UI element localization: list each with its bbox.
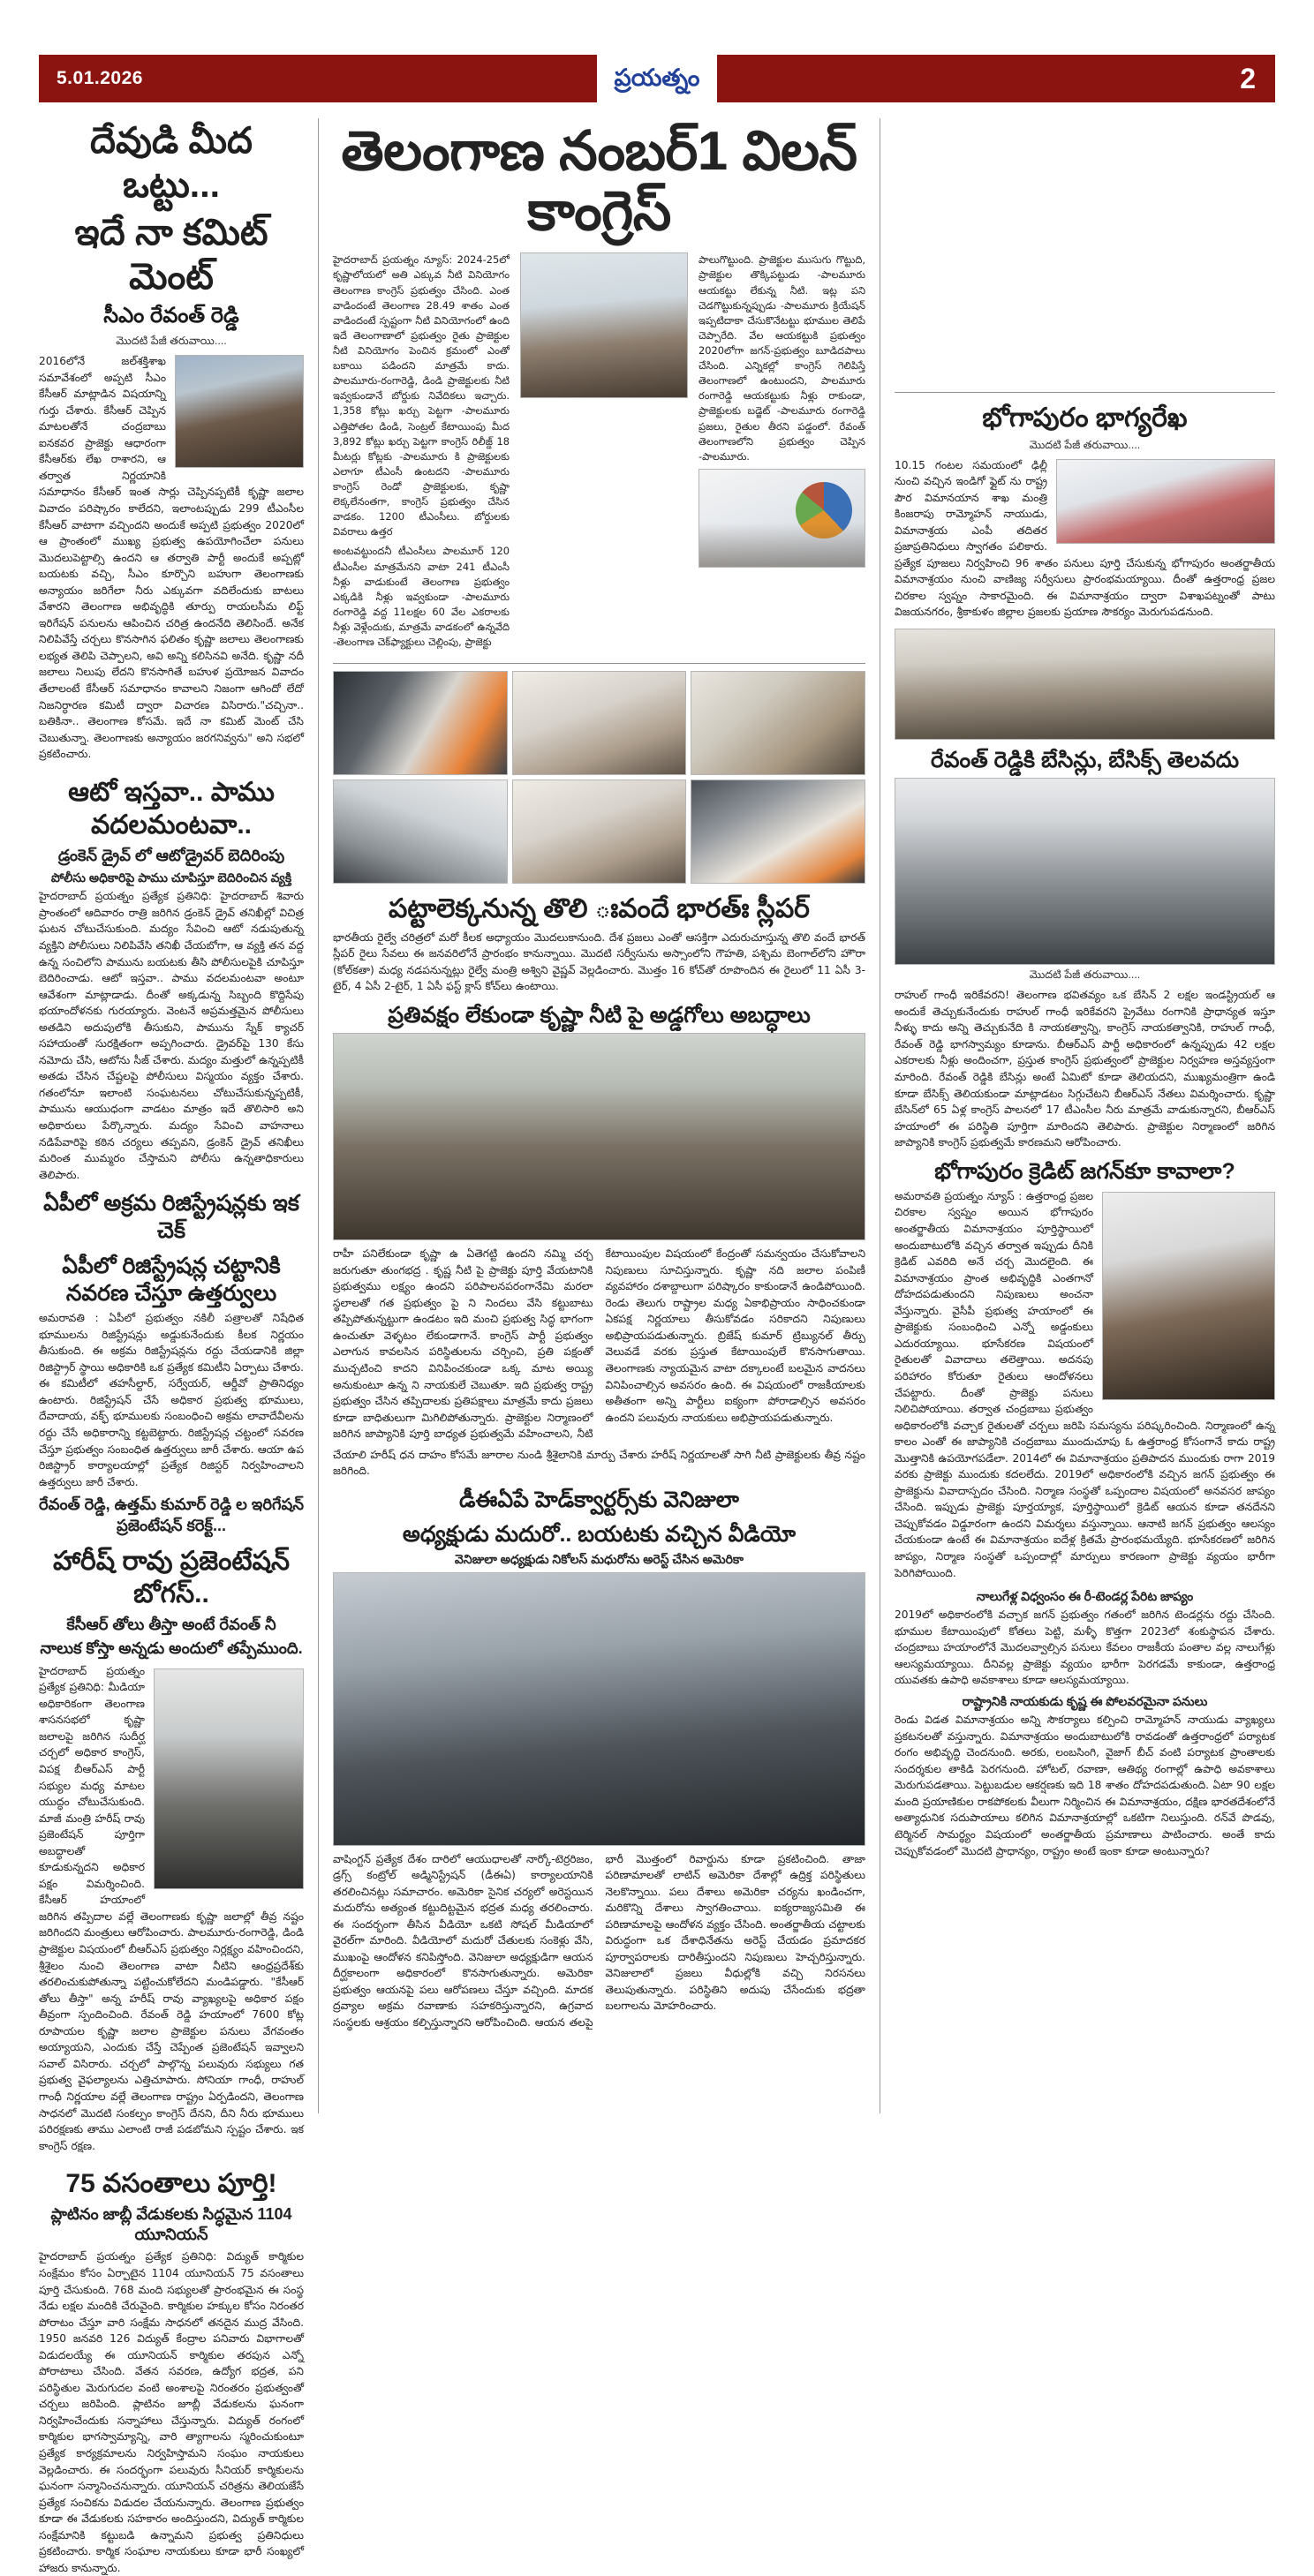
story-bhogapuram-credit bbox=[895, 1158, 1275, 1586]
story4-kicker: రేవంత్ రెడ్డి, ఉత్తమ్ కుమార్ రెడ్డి ల ఇరిగేషన్ ప్రజెంటేషన్ కరెక్ట్... bbox=[39, 1495, 304, 1534]
lead-body-1: హైదరాబాద్ ప్రయత్నం న్యూస్: 2024-25లో కృష్ణాలోయలో అతి ఎక్కువ నీటి వినియోగం తెలంగాణ కాంగ్రెస్ ప్రభుత్వం చేసింది. ఎంత వాడిందంటే తెలంగాణ 28.49 శాతం ఎంత వాడిందంటే స్పష్టంగా నీటి వినియోగంలో ఉంది ఇదే తెలంగాణాలో ప్రభుత్వం రైతు ప్రాజెక్టుల నీటి వినియోగం పెంచిన క్రమంలో ఎంతో బకాయి పడిందని మాత్రమే కాదు. పాలమూరు-రంగారెడ్డి, డిండి ప్రాజెక్టులకు నీటి ఇవ్వకుండానే బోర్డుకు నివేదికలు ఇచ్చారు. 1,358 కోట్లు ఖర్చు పెట్టగా -పాలమూరు ఎత్తిపోతల డిండి, సెంట్రల్ కేటాయింపు మీద 3,892 కోట్లు ఖర్చు పెట్టగా కాంగ్రెస్ రిలీజ్డ్ 18 మీటర్లు కోట్లకు -పాలమూరు కి ప్రాజెక్టులకు ఎలాగూ టీఎంసీ ఉంటదని -పాలమూరు కాంగ్రెస్ రెండో ప్రాజెక్టులకు, కృష్ణా లెక్కలేనంతగా, కాంగ్రెస్ ప్రభుత్వం చేసిన వాడకం. 1200 టీఎంసీలు. బోర్డులకు వివరాలు ఉత్తర bbox=[333, 253, 510, 539]
page-content bbox=[39, 118, 1275, 2574]
story3-headline: ఏపీలో అక్రమ రిజిస్ట్రేషన్లకు ఇక చెక్ bbox=[43, 1191, 299, 1244]
revanth-basin-headline: రేవంత్ రెడ్డికి బేసిన్లు, బేసిక్స్ తెలవదు bbox=[930, 747, 1240, 772]
krishna-body-2: చేయాలి హరీష్ ధన దాహం కోసమే జూరాల నుండి శ్రీశైలానికి మార్పు చేశారు హరీష్ నిర్ణయాలతో సాగి నీటి ప్రాజెక్టులకు తీవ్ర నష్టం జరిగింది. bbox=[333, 1448, 865, 1478]
story-75-years bbox=[39, 2167, 304, 2576]
story3-subhead: ఏపీలో రిజిస్ట్రేషన్ల చట్టానికి నవరణ చేస్తూ ఉత్తర్వులు bbox=[62, 1253, 281, 1306]
right-column bbox=[880, 118, 1275, 2113]
revanth-basin-body: రాహుల్ గాంధీ ఇరికేవరని! తెలంగాణ భవితవ్యం ఒక బేసిన్ 2 లక్షల ఇండస్ట్రియల్ ఆ అందుకే తెచ్చుకునేందుకు రాహుల్ గాంధీ ఇరికేవరని ప్రైవేటు రంగానికి ప్రాధాన్యత ఇస్తూ నీళ్ళు కాదు అన్ని తెచ్చుకునేది కి నాయకత్వాన్ని, కాంగ్రెస్ నాయకత్వానికి, రాహుల్ గాంధీ, రేవంత్ రెడ్డి భాగస్వామ్యం కూడాను. బీఆర్ఎస్ పార్టీ అధికారంలో ఉన్నప్పుడు 42 లక్షల ఎకరాలకు నీళ్లు అందించగా, ప్రస్తుత కాంగ్రెస్ ప్రభుత్వంలో ప్రాజెక్టుల నిర్వహణ అస్తవ్యస్తంగా మారింది. రేవంత్ రెడ్డికి బేసిన్లు అంటే ఏమిటో కూడా తెలియదని, ముఖ్యమంత్రిగా ఉండి కూడా బేసిక్స్ తెలియకుండా మాట్లాడటం సిగ్గుచేటని బీఆర్ఎస్ నేతలు విమర్శించారు. కృష్ణా బేసిన్‌లో 65 ఏళ్ల కాంగ్రెస్ పాలనలో 17 టీఎంసీల నీరు మాత్రమే వాడుకున్నారని, బీఆర్ఎస్ హయాంలో ఈ పరిస్థితి పూర్తిగా మారిందని తెలిపారు. ప్రాజెక్టుల నిర్మాణంలో జరిగిన జాప్యానికి కాంగ్రెస్ ప్రభుత్వమే కారణమని ఆరోపించారు. bbox=[895, 989, 1275, 1149]
story2-kicker: పోలీసు అధికారిపై పాము చూపిస్తూ బెదిరించిన వ్యక్తి bbox=[50, 870, 292, 885]
photo-assembly-hall bbox=[895, 778, 1275, 965]
publication-date: 5.01.2026 bbox=[57, 68, 143, 88]
story4-body: హైదరాబాద్ ప్రయత్నం ప్రత్యేక ప్రతినిధి: మీడియా అధికారికంగా తెలంగాణ శాసనసభలో కృష్ణా జలాలపై జరిగిన సుదీర్ఘ చర్చలో అధికార కాంగ్రెస్, విపక్ష బీఆర్ఎస్ పార్టీ సభ్యుల మధ్య మాటల యుద్ధం చోటుచేసుకుంది. మాజీ మంత్రి హరీష్ రావు ప్రజెంటేషన్ పూర్తిగా అబద్ధాలతో కూడుకున్నదని అధికార పక్షం విమర్శించింది. కేసీఆర్ హయాంలో జరిగిన తప్పిదాల వల్లే తెలంగాణకు కృష్ణా జలాల్లో తీవ్ర నష్టం జరిగిందని మంత్రులు ఆరోపించారు. పాలమూరు-రంగారెడ్డి, డిండి ప్రాజెక్టుల విషయంలో బీఆర్ఎస్ ప్రభుత్వం నిర్లక్ష్యం వహించిందని, శ్రీశైలం నుంచి తెలంగాణ వాటా నీటిని ఆంధ్రప్రదేశ్‌కు తరలించుకుపోతున్నా పట్టించుకోలేదని మండిపడ్డారు. "కేసీఆర్ తోలు తీస్తా" అన్న హరీష్ రావు వ్యాఖ్యలపై అధికార పక్షం తీవ్రంగా స్పందించింది. రేవంత్ రెడ్డి హయాంలో 7600 కోట్ల రూపాయల కృష్ణా జలాల ప్రాజెక్టుల పనులు వేగవంతం అయ్యాయని, ఎందుకు చేస్తే చెప్పేంత ప్రజెంటేషన్ ఇవ్వాలని సవాల్ విసిరారు. చర్చలో పాల్గొన్న పలువురు సభ్యులు గత ప్రభుత్వ వైఫల్యాలను ఎత్తిచూపారు. సోనియా గాంధీ, రాహుల్ గాంధీ నిర్ణయాల వల్లే తెలంగాణ రాష్ట్రం ఏర్పడిందని, తెలంగాణ సాధనలో మొదటి సంకల్పం కాంగ్రెస్ దేనని, దీని నీరు భూములు పరిరక్షణకు తాము ఎలాంటి రాజీ పడబోమని స్పష్టం చేశారు. ఇక కాంగ్రెస్ రక్షణ. bbox=[39, 1664, 304, 2152]
photo-jagan bbox=[1102, 1192, 1275, 1400]
train-headline: పట్టాలెక్కనున్న తొలి ఃవందే భారత్ః స్లీపర్ bbox=[389, 894, 810, 924]
photo-airport-inauguration bbox=[895, 629, 1275, 740]
story-harish-presentation bbox=[39, 1495, 304, 2158]
photo-press-conference bbox=[333, 1033, 865, 1240]
masthead-bar bbox=[39, 55, 1275, 102]
photo-revanth-reddy bbox=[175, 355, 304, 468]
story1-byline: సీఎం రేవంత్ రెడ్డి bbox=[103, 304, 239, 328]
main-headline: తెలంగాణ నంబర్1 విలన్ కాంగ్రెస్ bbox=[341, 121, 857, 243]
photo-train-interior-2 bbox=[691, 671, 865, 775]
story1-headline-line2: ఇదే నా కమిట్ మెంట్ bbox=[74, 212, 268, 298]
lead-caption-left: అంటవట్టుందనీ టీఎంసీలు పాలమూర్ 120 టీఎంసీల మాత్రమేనని వాటా 241 టీఎంసీ నీళ్లు వాడుకుంటే తెలంగాణ ప్రభుత్వం ఎక్కడికి నీళ్లు ఇవ్వకుండా -పాలమూరు రంగారెడ్డి వద్ద 11లక్షల 60 వేల ఎకరాలకు నీళ్లు వెళ్లేందుకు, మాత్రమే వాడకంలో ఉన్నవేది -తెలంగాణ చెక్‌ఫ్యాక్టులు చెల్లింపు, ప్రాజెక్టు bbox=[333, 545, 510, 649]
photo-harish-rao bbox=[154, 1668, 304, 1889]
masthead-logo-text: ప్రయత్నం bbox=[614, 64, 700, 91]
dea-subhead: అధ్యక్షుడు మదురో.. బయటకు వచ్చిన వీడియో bbox=[402, 1522, 797, 1548]
lead-right-paragraph: పాలుగొట్టుంది. ప్రాజెక్టుల ముసుగు గొట్టుది, ప్రాజెక్టుల తొక్కిపట్టుడు -పాలమూరు ఆయకట్టు లేకున్న నీటి. ఇట్ల పని చెడగొట్టుకున్నప్పుడు -పాలమూరు క్రియేషన్ ఇప్పటిదాకా చేసుకొనేటట్టు భూముల తెలిపే చెప్పారేది. వేల ఆయకట్టుకి ప్రభుత్వం 2020లోగా జగన్-ప్రభుత్వం బూడిదపాలు చేసింది. ఎన్నికల్లో కాంగ్రెస్ గెలిపిస్తే తెలంగాణలో ఉంటుందని, పాలమూరు రంగారెడ్డి ఆయకట్టుకు నీళ్లు రాకుండా, ప్రాజెక్టులకు బడ్జెట్ -పాలమూరు రంగారెడ్డి ప్రజలు, రైతుల తీరని పడ్డంలో. రేవంత్ తెలంగాణలోని ప్రభుత్వం చెప్పిన -పాలమూరు. bbox=[699, 253, 865, 463]
photo-train-exterior bbox=[333, 671, 508, 775]
lead-story-block bbox=[333, 252, 865, 654]
train-body: భారతీయ రైల్వే చరిత్రలో మరో కీలక అధ్యాయం మొదలుకానుంది. దేశ ప్రజలు ఎంతో ఆసక్తిగా ఎదురుచూస్తున్న తొలి వందే భారత్ స్లీపర్ రైలు సేవలు ఈ జనవరిలోనే ప్రారంభం కానున్నాయి. మొదటి సర్వీసును అస్సాంలోని గౌహతి, పశ్చిమ బెంగాల్‌లోని హౌరా (కోల్‌కతా) మధ్య నడపనున్నట్లు రైల్వే మంత్రి అశ్విని వైష్ణవ్ వెల్లడించారు. మొత్తం 16 కోచ్‌తో రూపొందిన ఈ రైలులో 11 ఏసీ 3-టైర్, 4 ఏసీ 2-టైర్, 1 ఏసీ ఫస్ట్ క్లాస్ కోచ్‌లు ఉంటాయి. bbox=[333, 930, 865, 993]
story-bhogapuram bbox=[895, 402, 1275, 740]
photo-harish-speaking bbox=[520, 252, 688, 398]
story1-continued-note: మొదటి పేజీ తరువాయి.... bbox=[116, 335, 227, 348]
lead-right-wrap bbox=[699, 252, 865, 654]
bhogapuram-body: 10.15 గంటల సమయంలో ఢిల్లీ నుంచి వచ్చిన ఇండిగో ఫ్లైట్ ను రాష్ట్ర పౌర విమానయాన శాఖ మంత్రి కింజరాపు రామ్మోహన్ నాయుడు, విమానాశ్రయ ఎంపీ తదితర ప్రజాప్రతినిధులు స్వాగతం పలికారు. ప్రత్యేక పూజలు నిర్వహించి 96 శాతం పనులు పూర్తి చేసుకున్న భోగాపురం అంతర్జాతీయ విమానాశ్రయం నుంచి వాణిజ్య సర్వీసులు ప్రారంభమయ్యాయి. దీంతో ఉత్తరాంధ్ర ప్రజల చిరకాల స్వప్నం సాకారమైంది. ఈ విమానాశ్రయం ద్వారా విశాఖపట్నంతో పాటు విజయనగరం, శ్రీకాకుళం జిల్లాల ప్రజలకు ప్రయాణ సౌకర్యం మెరుగుపడనుంది. bbox=[895, 458, 1275, 619]
jagan-sub1-heading: నాలుగేళ్ల విధ్వంసం ఈ రీ-టెండర్ల పేరిట జాప్యం bbox=[976, 1589, 1194, 1604]
dea-headline: డీఈఏపే హెడ్‌క్వార్టర్స్‌కు వెనిజులా bbox=[459, 1487, 739, 1512]
story1-body: 2016లోనే జల్‌శక్తిశాఖ సమావేశంలో అప్పటి సీఎం కేసీఆర్ మాట్లాడిన విషయాన్ని గుర్తు చేశారు. కేసీఆర్ చెప్పిన మాటలతోనే చంద్రబాబు ఐనకవర ప్రాజెక్టు ఆధారంగా కేసీఆర్‌కు లేఖ రాశారని, ఆ తర్వాత నిర్ణయానికి సమాధానం కేసీఆర్ ఇంత సార్లు చెప్పినప్పటికీ కృష్ణా జలాల వివాదం పరిష్కారం కాలేదని, ఇలాంటప్పుడు 299 టీఎంసీల కేసీఆర్ వాటాగా వచ్చిందని అందుకే అప్పటి ప్రభుత్వం 2020లో ఆ ప్రాంతంలో ముఖ్య ప్రభుత్వ ఉపయోగించేలా పనులు మొదలుపెట్టాల్సి ఉందని ఆ తర్వాతి పార్టీ అందుకే అప్పట్లో బయటకు వచ్చి, సీఎం కూర్చొని బహుగా తెలంగాణకు అన్యాయం జరిగేలా నీరు ఎక్కువగా వదిలేందుకు బాటలు వేశారని తెలంగాణ అభివృద్ధికి తూర్పు రాయలసీమ లిఫ్ట్ ఇరిగేషన్ పనులను ఆపించిన చరిత్ర ఉందనేది తెలిసిందే. అనేక నిలిపివేస్తే చర్చలు కొనసాగిన ఫలితం కృష్ణా జలాలు తెలంగాణకు లభ్యత తెలిపి చెప్పాలని, అవి అన్ని కలిసినవి అనేది. కృష్ణా నదీ జలాలు నిలుపు లేదని కొనసాగితే బహుళ ప్రయోజన వివాదం తేలాలంటే కేసీఆర్ సమాధానం కావాలని నిజంగా ఆగిందో లేదో నిజనిర్ధారణ కమిటీ ద్వారా విచారణ విసిరారు."చచ్చినా.. బతికినా.. తెలంగాణ కోసమే. ఇదే నా కమిట్ మెంట్ చేసి చెబుతున్నా. తెలంగాణకు అన్యాయం జరగనివ్వను" అని సభలో ప్రకటించారు. bbox=[39, 355, 304, 761]
photo-train-engine bbox=[691, 780, 865, 884]
photo-airport-plane bbox=[1056, 459, 1275, 544]
lead-left-text bbox=[333, 252, 510, 654]
story5-body: హైదరాబాద్ ప్రయత్నం ప్రత్యేక ప్రతినిధి: విద్యుత్ కార్మికుల సంక్షేమం కోసం ఏర్పాటైన 1104 యూనియన్ 75 వసంతాలు పూర్తి చేసుకుంది. 768 మంది సభ్యులతో ప్రారంభమైన ఈ సంస్థ నేడు లక్షల మందికి చేరువైంది. కార్మికుల హక్కుల కోసం నిరంతర పోరాటం చేస్తూ వారి సంక్షేమ సాధనలో తనదైన ముద్ర వేసింది. 1950 జనవరి 126 విద్యుత్ కేంద్రాల పనివారు విభాగాలతో విడుదలయ్యే ఈ యూనియన్ కార్మికుల తరపున ఎన్నో పోరాటాలు చేసింది. వేతన సవరణ, ఉద్యోగ భద్రత, పని పరిస్థితుల మెరుగుదల వంటి అంశాలపై నిరంతరం ప్రభుత్వంతో చర్చలు జరిపింది. ప్లాటినం జూబ్లీ వేడుకలను ఘనంగా నిర్వహించేందుకు సన్నాహాలు చేస్తున్నారు. విద్యుత్ రంగంలో కార్మికుల భాగస్వామ్యాన్ని, వారి త్యాగాలను స్మరించుకుంటూ ప్రత్యేక కార్యక్రమాలను నిర్వహిస్తామని సంఘం నాయకులు వెల్లడించారు. ఈ సందర్భంగా పలువురు సీనియర్ కార్మికులను ఘనంగా సన్మానించనున్నారు. యూనియన్ చరిత్రను తెలియజేసే ప్రత్యేక సంచికను విడుదల చేయనున్నారు. తెలంగాణ ప్రభుత్వం కూడా ఈ వేడుకలకు సహకారం అందిస్తుందని, విద్యుత్ కార్మికుల సంక్షేమానికి కట్టుబడి ఉన్నామని ప్రభుత్వ ప్రతినిధులు ప్రకటించారు. కార్మిక సంఘాల నాయకులు కూడా భారీ సంఖ్యలో హాజరు కానున్నారు. bbox=[39, 2250, 304, 2574]
middle-column bbox=[318, 118, 880, 2113]
krishna-body: రాహీ పనిలేకుండా కృష్ణా ఉ ఏతెగట్టి ఉందని నమ్మి చర్చ జరుగుతూ తుంగభద్ర . కృష్ణ నీటి పై ప్రాజెక్టు పూర్తి వేయటానికి ప్రభుత్వము లక్ష్యం ఉందని పరిపాలనపరంగానేమి మరలా స్థలాలతో గత ప్రభుత్వం పై ని నిందలు వేసి కట్టుబాటు తప్పిపోతున్నట్టుగా ఉండటం ఇది మంచి ప్రభుత్వ సిద్ధ భాగంగా ఉంచుతూ వెళ్ళటం లేకుండాగానే. కాంగ్రెస్ పార్టీ ప్రభుత్వం ఎలాగున కావలసిన పరిస్థితులను చర్చించి, ప్రతి పక్షంతో ముచ్చటించి కాదని వినిపించకుండా ఒక్క మాట అయ్యి అనుకుంటూ ఉన్న ని నాయకులే చెబుతూ. ఇది ప్రభుత్వ రాష్ట్ర ప్రభుత్వం చేసిన తప్పిదాలకు ప్రతిపక్షాలు మాత్రమే కాదు ప్రజలు కూడా బాధితులుగా మిగిలిపోతున్నారు. ప్రాజెక్టుల నిర్మాణంలో జరిగిన జాప్యానికి పూర్తి బాధ్యత ప్రభుత్వమే వహించాలని, నీటి కేటాయింపుల విషయంలో కేంద్రంతో సమన్వయం చేసుకోవాలని నిపుణులు సూచిస్తున్నారు. కృష్ణా నది జలాల పంపిణీ వ్యవహారం దశాబ్దాలుగా పరిష్కారం కాకుండానే ఉండిపోయింది. రెండు తెలుగు రాష్ట్రాల మధ్య ఏకాభిప్రాయం సాధించకుండా ఏకపక్ష నిర్ణయాలు తీసుకోవడం సరికాదని నిపుణులు అభిప్రాయపడుతున్నారు. బ్రిజేష్ కుమార్ ట్రిబ్యునల్ తీర్పు వెలువడే వరకు ప్రస్తుత కేటాయింపులే కొనసాగుతాయి. తెలంగాణకు న్యాయమైన వాటా దక్కాలంటే బలమైన వాదనలు వినిపించాల్సిన అవసరం ఉంది. ఈ విషయంలో రాజకీయాలకు అతీతంగా అన్ని పార్టీలు ఐక్యంగా పోరాడాల్సిన అవసరం ఉందని పలువురు నాయకులు అభిప్రాయపడుతున్నారు. bbox=[333, 1247, 865, 1441]
bhogapuram-headline: భోగాపురం భాగ్యరేఖ bbox=[982, 403, 1188, 433]
jagan-sub2-body: రెండు విడత విమానాశ్రయం అన్ని సౌకర్యాలు కల్పించి రామ్మోహన్ నాయుడు వ్యాఖ్యలు ప్రకటనలతో వస్తున్నారు. విమానాశ్రయం అందుబాటులోకి రావడంతో ఉత్తరాంధ్రలో పర్యాటక రంగం అభివృద్ధి చెందనుంది. అరకు, లంబసింగి, వైజాగ్ బీచ్ వంటి పర్యాటక ప్రాంతాలకు సందర్శకుల తాకిడి పెరగనుంది. హోటల్, రవాణా, ఆతిథ్య రంగాల్లో ఉపాధి అవకాశాలు మెరుగుపడతాయి. పెట్టుబడుల ఆకర్షణకు ఇది 18 శాతం దోహదపడుతుంది. ఏటా 90 లక్షల మంది ప్రయాణికుల రాకపోకలకు వీలుగా నిర్మించిన ఈ విమానాశ్రయం, దక్షిణ భారతదేశంలోనే అత్యాధునిక సదుపాయాలు కలిగిన విమానాశ్రయాల్లో ఒకటిగా నిలుస్తుంది. రన్‌వే పొడవు, టెర్మినల్ సామర్థ్యం విషయంలో అంతర్జాతీయ ప్రమాణాలు పాటించారు. అంతే కాదు చెప్పుకోవడంలో మొదటి ప్రాధాన్యం, రాష్ట్రం అంటే ఇంకా కూడా అంటున్నారు? bbox=[895, 1714, 1275, 1857]
divider-after-lead bbox=[333, 663, 865, 664]
story5-subhead: ప్లాటినం జాబ్లీ వేడుకలకు సిద్ధమైన 1104 యూనియన్ bbox=[50, 2204, 292, 2244]
story2-body: హైదరాబాద్ ప్రయత్నం ప్రత్యేక ప్రతినిధి: హైదరాబాద్ శివారు ప్రాంతంలో ఆదివారం రాత్రి జరిగిన డ్రంకెన్ డ్రైవ్ తనిఖీల్లో విచిత్ర ఘటన చోటుచేసుకుంది. మద్యం సేవించి ఆటో నడుపుతున్న వ్యక్తిని పోలీసులు నిలిపివేసి తనిఖీ చేయబోగా, ఆ వ్యక్తి తన వద్ద ఉన్న సంచిలోని పామును బయటకు తీసి పోలీసులపైకి చూపిస్తూ బెదిరించాడు. ఆటో ఇస్తవా.. పాము వదలమంటవా అంటూ ఆవేశంగా మాట్లాడాడు. దీంతో అక్కడున్న సిబ్బంది కొద్దిసేపు భయాందోళనకు గురయ్యారు. వెంటనే అప్రమత్తమైన పోలీసులు అతడిని అదుపులోకి తీసుకుని, పామును స్నేక్ క్యాచర్ సహాయంతో సురక్షితంగా అప్పగించారు. డ్రైవర్‌పై 130 కేసు నమోదు చేసి, ఆటోను సీజ్ చేశారు. మద్యం మత్తులో ఉన్నప్పటికీ అతడు చేసిన చేష్టలపై పోలీసులు విస్మయం వ్యక్తం చేశారు. గతంలోనూ ఇలాంటి సంఘటనలు చోటుచేసుకున్నప్పటికీ, పామును ఆయుధంగా వాడటం మాత్రం ఇదే తొలిసారి అని అధికారులు పేర్కొన్నారు. మద్యం సేవించి వాహనాలు నడిపేవారిపై కఠిన చర్యలు తప్పవని, డ్రంకెన్ డ్రైవ్ తనిఖీలు మరింత ముమ్మరం చేస్తామని పోలీసు ఉన్నతాధికారులు తెలిపారు. bbox=[39, 890, 304, 1181]
story-krishna-water bbox=[333, 1002, 865, 1480]
story2-subhead: డ్రంకెన్ డ్రైవ్ లో ఆటోడ్రైవర్ బెదిరింపు bbox=[57, 846, 285, 864]
story2-headline: ఆటో ఇస్తవా.. పాము వదలమంటవా.. bbox=[68, 777, 275, 840]
story1-headline-line1: దేవుడి మీద ఒట్టు... bbox=[90, 120, 253, 206]
photo-train-interior-1 bbox=[512, 671, 687, 775]
dea-body: వాషింగ్టన్ ప్రత్యేక దేశం దారిలో ఆయుధాలతో నార్కో-టెర్రరిజం, డ్రగ్స్ కంట్రోల్ అడ్మినిస్ట్రేషన్ (డీఈఏ) కార్యాలయానికి తరలించినట్లు సమాచారం. అమెరికా సైనిక చర్యలో అరెస్టయిన మదురోను అత్యంత కట్టుదిట్టమైన భద్రత మధ్య తరలించారు. ఈ సందర్భంగా తీసిన వీడియో ఒకటి సోషల్ మీడియాలో వైరల్‌గా మారింది. వీడియోలో మదురో చేతులకు సంకెళ్లు వేసి, ముఖంపై ఆందోళన కనిపిస్తోంది. వెనిజులా అధ్యక్షుడిగా ఆయన దీర్ఘకాలంగా అధికారంలో కొనసాగుతున్నారు. అమెరికా ప్రభుత్వం ఆయనపై పలు ఆరోపణలు చేస్తూ వచ్చింది. మాదక ద్రవ్యాల అక్రమ రవాణాకు సహకరిస్తున్నారని, ఉగ్రవాద సంస్థలకు ఆశ్రయం కల్పిస్తున్నారని ఆరోపించింది. ఆయన తలపై భారీ మొత్తంలో రివార్డును కూడా ప్రకటించింది. తాజా పరిణామాలతో లాటిన్ అమెరికా దేశాల్లో ఉద్రిక్త పరిస్థితులు నెలకొన్నాయి. పలు దేశాలు అమెరికా చర్యను ఖండించగా, మరికొన్ని దేశాలు స్వాగతించాయి. ఐక్యరాజ్యసమితి ఈ పరిణామాలపై ఆందోళన వ్యక్తం చేసింది. అంతర్జాతీయ చట్టాలకు విరుద్ధంగా ఒక దేశాధినేతను అరెస్ట్ చేయడం ప్రమాదకర పూర్వాపరాలకు దారితీస్తుందని నిపుణులు హెచ్చరిస్తున్నారు. వెనిజులాలో ప్రజలు వీధుల్లోకి వచ్చి నిరసనలు తెలుపుతున్నారు. పరిస్థితిని అదుపు చేసేందుకు భద్రతా బలగాలను మోహరించారు. bbox=[333, 1852, 865, 2029]
story-auto-snake bbox=[39, 776, 304, 1183]
story3-body: అమరావతి : ఏపీలో ప్రభుత్వం నకిలీ పత్రాలతో నిషేధిత భూములను రిజిస్ట్రేషన్లు అడ్డుకునేందుకు కీలక నిర్ణయం తీసుకుంది. ఈ అక్రమ రిజిస్ట్రేషన్లను రద్దు చేయడానికి జిల్లా రిజిస్ట్రార్ స్థాయి అధికారికి ఒక ప్రత్యేక కమిటీని ఏర్పాటు చేశారు. ఈ కమిటీలో తహసీల్దార్, సర్వేయర్, ఆర్డీవో ప్రాతినిధ్యం ఉంటారు. రిజిస్ట్రేషన్ చేసే అధికార ప్రభుత్వ భూములు, దేవాదాయ, వక్ఫ్ భూములకు సంబంధించి అక్రమ లావాదేవీలను రద్దు చేసే అధికారాన్ని కట్టబెట్టారు. రిజిస్ట్రేషన్ల చట్టంలో సవరణ చేస్తూ ప్రభుత్వం సంబంధిత ఉత్తర్వులు జారీ చేశారు. ఆయా ఉప రిజిస్ట్రార్ కార్యాలయాల్లో ప్రత్యేక రిజిస్టర్ నిర్వహించాలని ఉత్తర్వులు జారీ చేశారు. bbox=[39, 1312, 304, 1488]
photo-maduro-arrest bbox=[333, 1572, 865, 1846]
story-venezuela-maduro bbox=[333, 1487, 865, 2031]
story-jagan-sub-1 bbox=[895, 1588, 1275, 1689]
story5-headline: 75 వసంతాలు పూర్తి! bbox=[65, 2169, 277, 2199]
krishna-headline: ప్రతివక్షం లేకుండా కృష్ణా నీటి పై అడ్డగోలు అబద్ధాలు bbox=[388, 1002, 811, 1028]
story-vande-bharat bbox=[333, 893, 865, 995]
bhogapuram-continued: మొదటి పేజీ తరువాయి.... bbox=[1029, 438, 1141, 451]
photo-train-corridor bbox=[512, 780, 687, 884]
story4-subhead-2: నాలుక కోస్తా అన్నడు అందులో తప్పేముంది. bbox=[40, 1639, 303, 1658]
photo-train-berth bbox=[333, 780, 508, 884]
story4-subhead-1: కేసీఆర్ తోలు తీస్తా అంటే రేవంత్ నీ bbox=[66, 1615, 276, 1633]
masthead-logo bbox=[597, 46, 717, 109]
divider-right-top bbox=[895, 392, 1275, 393]
vande-bharat-photo-grid bbox=[333, 671, 865, 884]
jagan-credit-headline: భోగాపురం క్రెడిట్ జగన్‌కూ కావాలా? bbox=[934, 1158, 1235, 1184]
photo-pie-chart-graphic bbox=[699, 469, 865, 568]
jagan-sub2-heading: రాష్ట్రానికి నాయకుడు కృష్ణ ఈ పోలవరమైనా పనులు bbox=[962, 1693, 1208, 1708]
newspaper-page bbox=[0, 55, 1314, 2574]
jagan-credit-body: అమరావతి ప్రయత్నం న్యూస్ : ఉత్తరాంధ్ర ప్రజల చిరకాల స్వప్నం అయిన భోగాపురం అంతర్జాతీయ విమానాశ్రయం పూర్తిస్థాయిలో అందుబాటులోకి వచ్చిన తర్వాత ఇప్పుడు దీనికి క్రెడిట్ ఎవరిది అనే చర్చ మొదలైంది. ఈ విమానాశ్రయం ప్రాంత అభివృద్ధికి ఎంతగానో దోహదపడుతుందని నిపుణులు అంచనా వేస్తున్నారు. వైసీపీ ప్రభుత్వ హయాంలో ఈ ప్రాజెక్టుకు సంబంధించి ఎన్నో అడ్డంకులు ఎదురయ్యాయి. భూసేకరణ విషయంలో రైతులతో వివాదాలు తలెత్తాయి. అదనపు పరిహారం కోరుతూ రైతులు ఆందోళనలు చేపట్టారు. దీంతో ప్రాజెక్టు పనులు నిలిచిపోయాయి. తర్వాత చంద్రబాబు ప్రభుత్వం అధికారంలోకి వచ్చాక రైతులతో చర్చలు జరిపి సమస్యను పరిష్కరించింది. నిర్మాణంలో ఉన్న కాలం ఎంతో ఈ జాప్యానికి చంద్రబాబు ముందుచూపు ఓ ఉత్తరాంధ్ర కోసంగానే కాదు రాష్ట్ర మొత్తానికి ఉపయోగపడేలా. 2014లో ఈ విమానాశ్రయం ప్రతిపాదన ముందుకు రాగా 2019 వరకు ప్రాజెక్టు ముందుకు కదలలేదు. 2019లో అధికారంలోకి వచ్చిన జగన్ ప్రభుత్వం ఈ ప్రాజెక్టును వివాదాస్పదం చేసింది. నిర్మాణ సంస్థతో ఒప్పందాల విషయంలో అనవసర జాప్యం చేసింది. ఇప్పుడు ప్రాజెక్టు పూర్తయ్యాక, పూర్తిస్థాయిలో క్రెడిట్ ఆయన కూడా తనదేనని చెప్పుకోవడం విడ్డూరంగా ఉందని విమర్శలు వస్తున్నాయి. ఆనాటి జగన్ ప్రభుత్వం ఆలస్యం చేయకుండా ఉంటే ఈ విమానాశ్రయం ఐదేళ్ల క్రితమే ప్రారంభమయ్యేది. భూసేకరణలో జరిగిన జాప్యం, నిర్మాణ సంస్థతో ఒప్పందాల్లో మార్పులు కారణంగా ప్రాజెక్టు వ్యయం భారీగా పెరిగిపోయింది. bbox=[895, 1189, 1275, 1579]
story4-headline: హారీష్ రావు ప్రజెంటేషన్ బోగస్.. bbox=[52, 1546, 291, 1609]
revanth-basin-continued: మొదటి పేజీ తరువాయి.... bbox=[1029, 968, 1141, 982]
story-revanth-commitment bbox=[39, 118, 304, 767]
story-jagan-sub-2 bbox=[895, 1693, 1275, 1859]
story-revanth-basins bbox=[895, 747, 1275, 1151]
right-column-top-spacer bbox=[895, 118, 1275, 383]
page-number: 2 bbox=[1240, 62, 1256, 94]
jagan-sub1-body: 2019లో అధికారంలోకి వచ్చాక జగన్ ప్రభుత్వం గతంలో జరిగిన టెండర్లను రద్దు చేసింది. భూముల కేటాయింపులో కోతలు పెట్టి, మళ్ళీ కొత్తగా 2023లో శంకుస్థాపన చేశారు. చంద్రబాబు హయాంలోనే మొదలవ్వాల్సిన పనులు కేవలం రాజకీయ పంతాల వల్ల నాలుగేళ్లు ఆలస్యమయ్యాయి. దీనివల్ల ప్రాజెక్టు వ్యయం భారీగా పెరగడమే కాకుండా, ఉత్తరాంధ్ర యువతకు ఉపాధి అవకాశాలు కూడా ఆలస్యమయ్యాయి. bbox=[895, 1608, 1275, 1687]
left-column bbox=[39, 118, 318, 2574]
lead-center-photo-wrap bbox=[520, 252, 688, 654]
pie-photo-overlay bbox=[699, 470, 865, 567]
story-ap-registrations bbox=[39, 1190, 304, 1490]
dea-kicker: వెనిజులా అధ్యక్షుడు నికోలస్ మధురోను అరెస్ట్ చేసిన అమెరికా bbox=[454, 1552, 744, 1567]
